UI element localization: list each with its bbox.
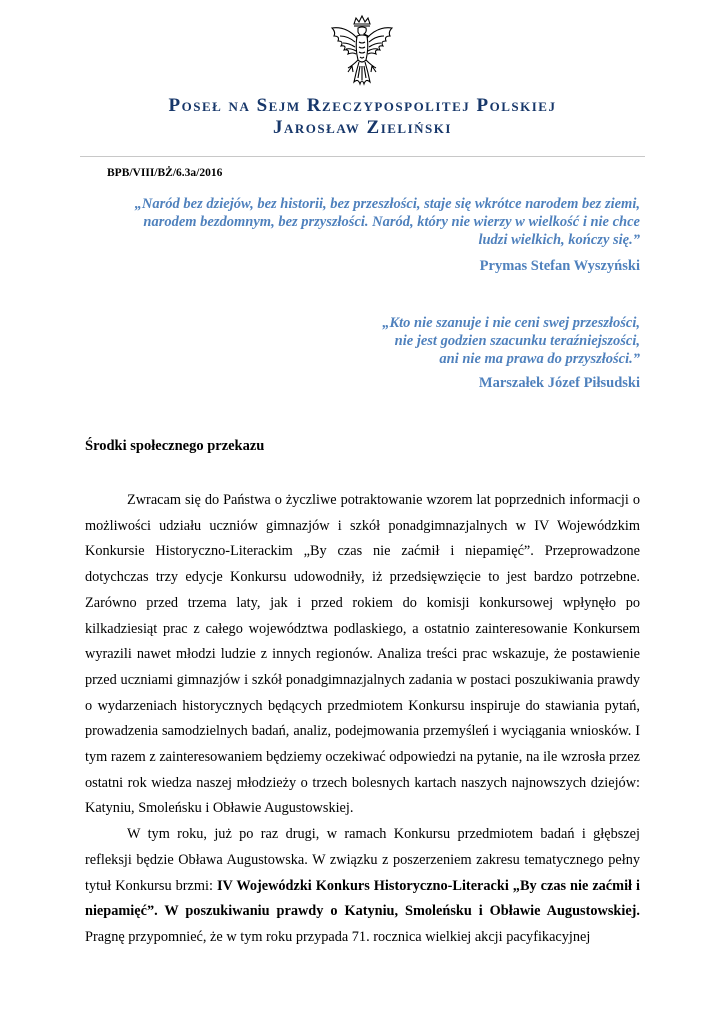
quote-line: „Naród bez dziejów, bez historii, bez przeszłości, staje się wkrótce narodem bez ziemi, xyxy=(134,196,640,212)
letter-body xyxy=(85,488,640,951)
paragraph-text: W tym roku, już po raz drugi, w ramach Konkursu przedmiotem badań i głębszej refleksji będzie Obława Augustowska. W związku z poszerzeniem zakresu tematycznego pełny tytuł Konkursu brzmi: xyxy=(85,826,640,894)
quote-line: narodem bezdomnym, bez przyszłości. Naród, który nie wierzy w wielkość i nie chce xyxy=(143,214,640,230)
quote-line: „Kto nie szanuje i nie ceni swej przeszłości, xyxy=(382,315,640,331)
body-paragraph xyxy=(85,822,640,951)
white-eagle-emblem-icon xyxy=(322,14,402,94)
quote-author-wyszynski: Prymas Stefan Wyszyński xyxy=(479,258,640,274)
header-mp-name: Jarosław Zieliński xyxy=(273,117,452,138)
header-divider xyxy=(80,156,645,157)
quote-pilsudski xyxy=(382,314,640,368)
contest-full-title: IV Wojewódzki Konkurs Historyczno-Literacki „By czas nie zaćmił i niepamięć”. W poszukiwaniu prawdy o Katyniu, Smoleńsku i Obławie Augustowskiej. xyxy=(85,877,640,920)
quote-wyszynski xyxy=(135,195,640,249)
addressee-heading: Środki społecznego przekazu xyxy=(85,438,265,454)
paragraph-text: Pragnę przypomnieć, że w tym roku przypada 71. rocznica wielkiej akcji pacyfikacyjnej xyxy=(85,928,591,945)
body-paragraph: Zwracam się do Państwa o życzliwe potraktowanie wzorem lat poprzednich informacji o możliwości udziału uczniów gimnazjów i szkół ponadgimnazjalnych w IV Wojewódzkim Konkursie Historyczno-Literackim „By czas nie zaćmił i niepamięć”. Przeprowadzone dotychczas trzy edycje Konkursu udowodniły, iż przedsięwzięcie to jest bardzo potrzebne. Zarówno przed trzema laty, jak i przed rokiem do komisji konkursowej wpłynęło po kilkadziesiąt prac z całego województwa podlaskiego, a ostatnio zainteresowanie Konkursem wyrazili nawet młodzi ludzie z innych regionów. Analiza treści prac wskazuje, że postawienie przed uczniami gimnazjów i szkół ponadgimnazjalnych zadania w postaci poszukiwania prawdy o wydarzeniach historycznych będących przedmiotem Konkursu inspiruje do stawiania pytań, prowadzenia samodzielnych badań, analiz, podejmowania przemyśleń i wyciągania wniosków. I tym razem z zainteresowaniem będziemy oczekiwać odpowiedzi na pytanie, na ile wzrosła przez ostatni rok wiedza naszej młodzieży o trzech bolesnych kartach naszych najnowszych dziejów: Katyniu, Smoleńsku i Obławie Augustowskiej. xyxy=(85,492,640,817)
header-mp-title: Poseł na Sejm Rzeczypospolitej Polskiej xyxy=(168,95,557,116)
document-reference-number: BPB/VIII/BŻ/6.3a/2016 xyxy=(107,167,223,179)
quote-author-pilsudski: Marszałek Józef Piłsudski xyxy=(478,375,640,391)
quote-line: nie jest godzien szacunku teraźniejszości, xyxy=(394,333,640,349)
quote-line: ani nie ma prawa do przyszłości.” xyxy=(439,351,640,367)
quote-line: ludzi wielkich, kończy się.” xyxy=(478,232,640,248)
